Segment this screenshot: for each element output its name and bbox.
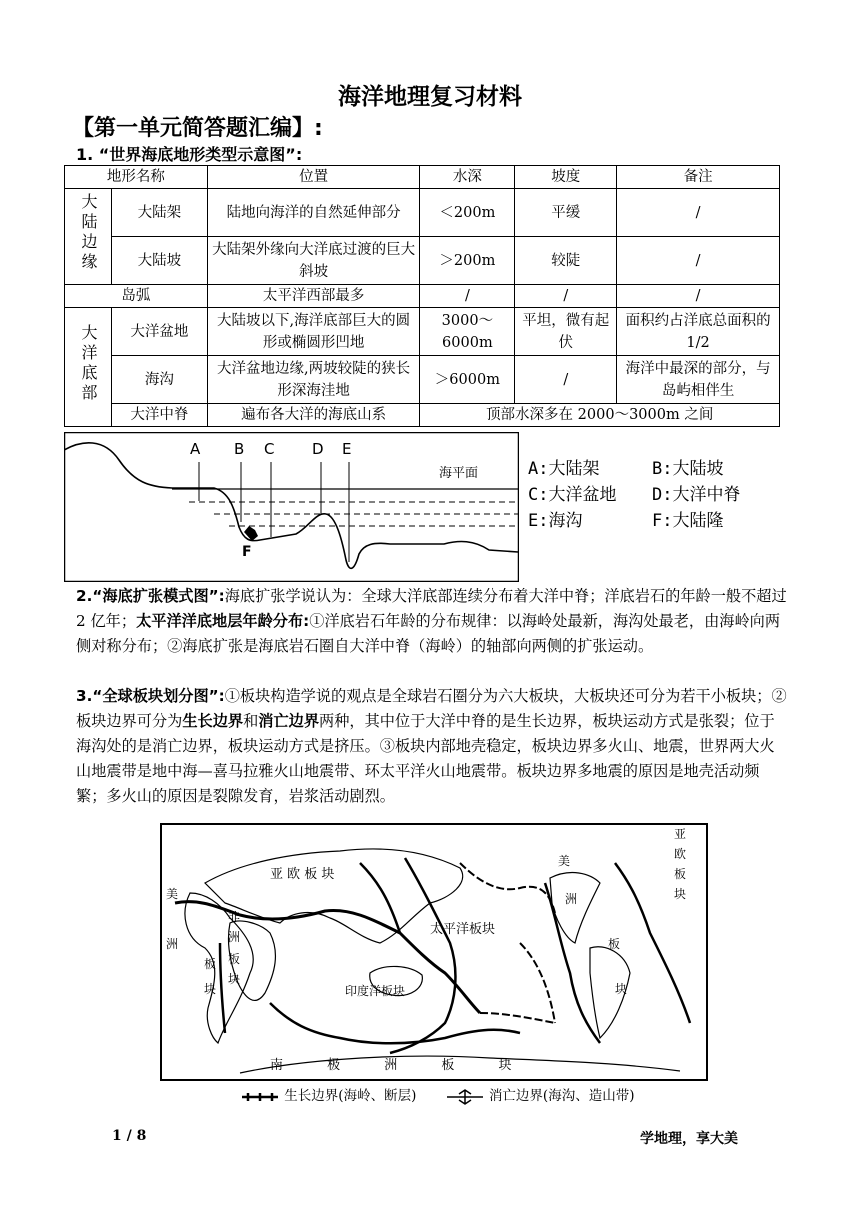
plate-label: 欧 [674,847,687,861]
plate-label: 板 [608,937,621,951]
plate-map [160,823,708,1081]
cell: 遍布各大洋的海底山系 [207,404,420,427]
cell: 海沟 [111,356,207,404]
cell: 3000～6000m [420,308,515,356]
plate-label: 美 [166,887,179,901]
plate-label: 美 [558,854,571,868]
map-legend [240,1084,634,1105]
page-title: 海洋地理复习材料 [338,84,522,110]
plate-label: 块 [228,972,241,986]
q2-text: ①洋底岩石年龄的分布规律：以海岭处最新，海沟处最老，由海岭向两侧对称分布；②海底扩张是海底岩石圈自大洋中脊（海岭）的轴部向两侧的扩张运动。 [76,612,781,655]
cell: 太平洋西部最多 [207,285,420,308]
group-label: 大陆边缘 [78,193,98,273]
header-cell: 位置 [207,166,420,189]
plate-label: 板 [674,867,687,881]
terrain-table [64,165,780,427]
unit-heading: 【第一单元简答题汇编】: [72,116,323,141]
group-label: 大洋底部 [78,323,98,404]
q3-bold: 生长边界 [182,712,244,730]
cell: ＞6000m [420,356,515,404]
plate-label: 亚 欧 板 块 [270,867,335,882]
table-row [65,308,780,356]
cell: 大洋中脊 [111,404,207,427]
legend-subduction: 消亡边界(海沟、造山带) [488,1088,635,1104]
label-f: F [242,544,252,560]
cell: ＜200m [420,189,515,237]
cell: 陆地向海洋的自然延伸部分 [207,189,420,237]
q3-text: ①板块构造学说的观点是全球岩石圈分为六大板块，大板块还可分为若干小板块；②板块边界可分为 [76,687,787,730]
legend-growth: 生长边界(海岭、断层) [284,1088,417,1104]
plate-label: 非 [228,910,241,924]
plate-label: 南 极 洲 板 块 [270,1058,532,1073]
growth-boundary-icon [240,1091,280,1103]
q3-text: 和 [243,712,259,730]
table-row [65,404,780,427]
legend-item: D:大洋中脊 [652,485,741,505]
header-cell: 地形名称 [65,166,208,189]
label-d: D [312,440,324,458]
table-header-row [65,166,780,189]
plate-label: 洲 [228,930,241,944]
cell: 平缓 [515,189,617,237]
table-row [65,356,780,404]
header-cell: 备注 [617,166,780,189]
plate-label: 太平洋板块 [430,922,496,937]
footer-slogan: 学地理，享大美 [640,1131,738,1147]
q3-text: 两种，其中位于大洋中脊的是生长边界，板块运动方式是张裂；位于海沟处的是消亡边界，板块运动方式是挤压。③板块内部地壳稳定，板块边界多火山、地震，世界两大火山地震带是地中海—喜马拉雅火山地震带、环太平洋火山地震带。板块边界多地震的原因是地壳活动频繁；多火山的原因是裂隙发育，岩浆活动剧烈。 [76,712,775,805]
legend-item: C:大洋盆地 [528,485,617,505]
plate-label: 块 [204,982,217,996]
q2-heading: 2.“海底扩张模式图”: [76,587,225,605]
q1-heading: 1. “世界海底地形类型示意图”: [76,145,303,164]
plate-label: 板 [204,957,217,971]
cell: 平坦，微有起伏 [515,308,617,356]
plate-label: 块 [674,887,687,901]
sea-level-label: 海平面 [439,466,479,481]
plate-label: 块 [615,982,628,996]
cell: 大陆架 [111,189,207,237]
q3-heading: 3.“全球板块划分图”: [76,687,225,705]
cell: 大陆坡以下,海洋底部巨大的圆形或椭圆形凹地 [207,308,420,356]
plate-label: 亚 [674,827,687,841]
q3-bold: 消亡边界 [258,712,319,730]
cell: 大陆架外缘向大洋底过渡的巨大斜坡 [207,237,420,285]
cell: / [515,285,617,308]
q2-bold: 太平洋洋底地层年龄分布: [136,612,310,630]
legend-item: A:大陆架 [528,459,600,479]
page-number: 1 / 8 [112,1128,147,1144]
table-row [65,285,780,308]
table-row [65,189,780,237]
label-a: A [190,440,201,458]
legend-item: B:大陆坡 [652,459,724,479]
q2-text: 海底扩张学说认为：全球大洋底部连续分布着大洋中脊；洋底岩石的年龄一般不超过 2 亿年； [76,587,787,630]
q2-paragraph [76,584,788,659]
header-cell: 水深 [420,166,515,189]
header-cell: 坡度 [515,166,617,189]
cell: / [617,189,780,237]
cell: 大陆坡 [111,237,207,285]
legend-item: E:海沟 [528,511,583,531]
table-row [65,237,780,285]
q3-paragraph [76,684,788,809]
cell: / [515,356,617,404]
cell: 较陡 [515,237,617,285]
label-e: E [342,440,352,458]
cell: 面积约占洋底总面积的 1/2 [617,308,780,356]
subduction-boundary-icon [445,1089,485,1105]
plate-label: 印度洋板块 [345,984,406,998]
cell: ＞200m [420,237,515,285]
plate-label: 板 [228,952,241,966]
cell: 海洋中最深的部分，与岛屿相伴生 [617,356,780,404]
plate-label: 洲 [166,937,179,951]
cell: 岛弧 [65,285,208,308]
cell: / [420,285,515,308]
diagram-legend [528,456,740,534]
legend-item: F:大陆隆 [652,511,724,531]
label-b: B [234,440,245,458]
cell: / [617,237,780,285]
plate-label: 洲 [565,892,578,906]
cell: 大洋盆地边缘,两坡较陡的狭长形深海洼地 [207,356,420,404]
cell: / [617,285,780,308]
label-c: C [264,440,275,458]
cell: 顶部水深多在 2000～3000m 之间 [420,404,780,427]
seafloor-profile-diagram [64,432,519,582]
cell: 大洋盆地 [111,308,207,356]
